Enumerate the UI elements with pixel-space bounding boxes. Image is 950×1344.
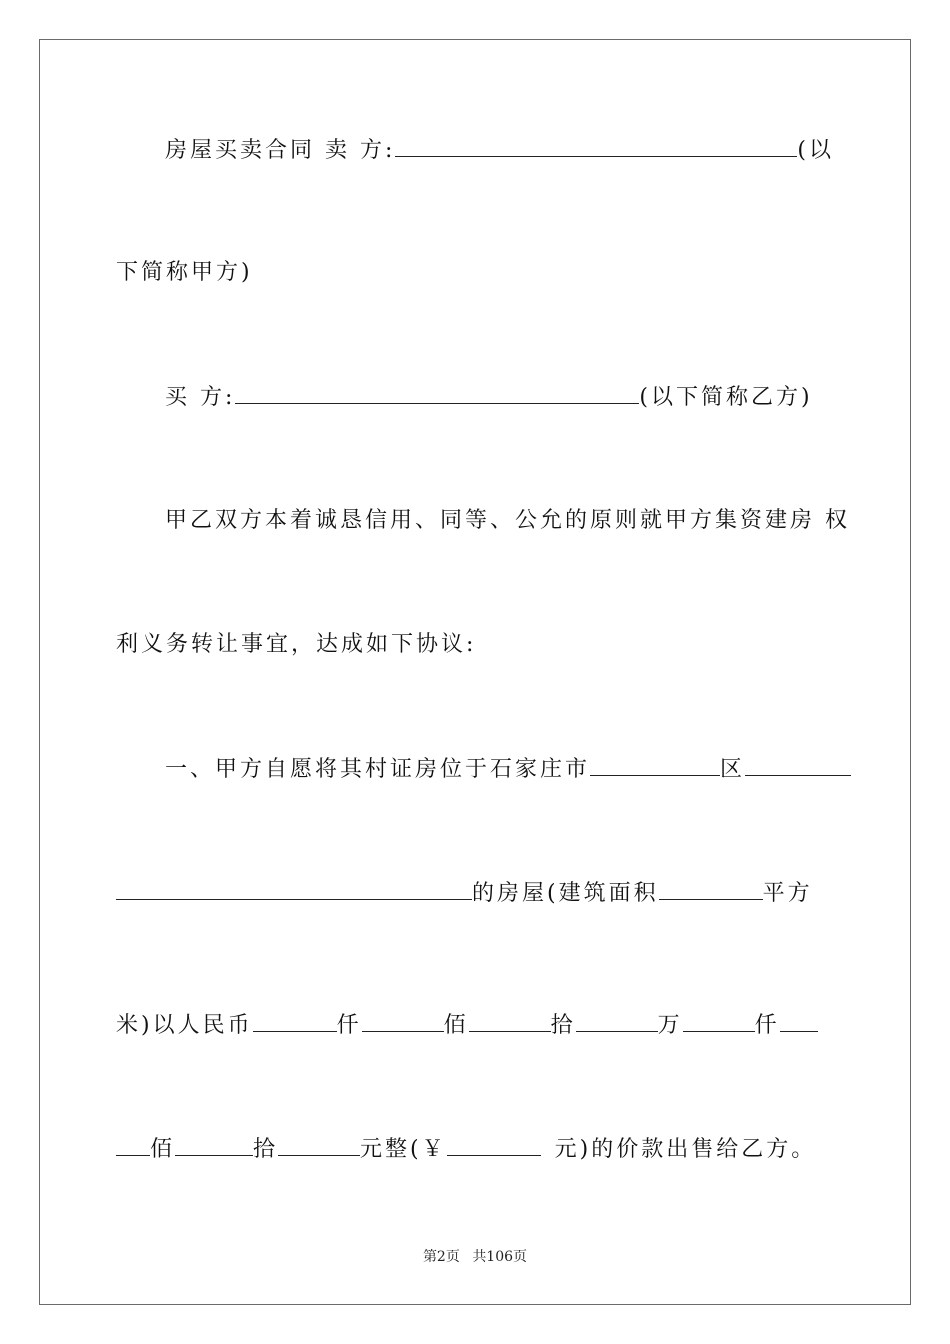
price-blank-2[interactable] [362, 1011, 444, 1032]
unit-bai-1: 佰 [443, 1013, 469, 1038]
district-blank[interactable] [745, 755, 851, 776]
price-blank-1[interactable] [253, 1011, 337, 1032]
page-border [39, 39, 911, 1305]
seller-line [165, 136, 834, 165]
city-blank[interactable] [590, 755, 720, 776]
district-label: 区 [720, 757, 746, 782]
page-total: 共106页 [472, 1249, 528, 1265]
clause1-location-text: 一、甲方自愿将其村证房位于石家庄市 [165, 757, 591, 782]
clause1-line-2 [116, 879, 813, 908]
buyer-line [165, 383, 813, 412]
unit-qian-1: 仟 [336, 1013, 362, 1038]
amount-blank[interactable] [447, 1135, 541, 1156]
unit-shi-2: 拾 [253, 1137, 279, 1162]
unit-qian-2: 仟 [754, 1013, 780, 1038]
price-blank-5[interactable] [683, 1011, 755, 1032]
seller-name-blank[interactable] [395, 136, 797, 157]
area-unit: 平方 [762, 881, 813, 906]
price-blank-9[interactable] [278, 1135, 360, 1156]
page-number: 第2页 [422, 1249, 460, 1265]
seller-label: 房屋买卖合同 卖 方: [165, 138, 396, 163]
buyer-label: 买 方: [165, 385, 236, 410]
price-label: 米)以人民币 [116, 1013, 253, 1038]
price-blank-4[interactable] [576, 1011, 658, 1032]
buyer-name-blank[interactable] [235, 383, 639, 404]
price-blank-3[interactable] [469, 1011, 551, 1032]
seller-alias: 下简称甲方) [116, 260, 253, 285]
buyer-alias: (以下简称乙方) [639, 385, 813, 410]
price-blank-6[interactable] [780, 1011, 818, 1032]
area-label: 的房屋(建筑面积 [472, 881, 659, 906]
clause1-line-4 [116, 1135, 816, 1164]
seller-alias-line [116, 259, 253, 287]
clause1-line-1 [165, 755, 851, 784]
clause1-line-3 [116, 1011, 818, 1040]
sale-text: 元)的价款出售给乙方。 [554, 1137, 817, 1162]
preamble-line-1 [165, 507, 850, 535]
unit-bai-2: 佰 [150, 1137, 176, 1162]
price-blank-8[interactable] [175, 1135, 253, 1156]
unit-shi-1: 拾 [550, 1013, 576, 1038]
preamble-text-1: 甲乙双方本着诚恳信用、同等、公允的原则就甲方集资建房 权 [165, 508, 850, 533]
seller-suffix: (以 [797, 138, 834, 163]
amount-label: 元整(￥ [360, 1137, 447, 1162]
price-blank-7[interactable] [116, 1135, 150, 1156]
area-blank[interactable] [659, 879, 763, 900]
preamble-text-2: 利义务转让事宜，达成如下协议: [116, 632, 477, 657]
unit-wan: 万 [657, 1013, 683, 1038]
page-footer [0, 1248, 950, 1266]
address-blank[interactable] [116, 879, 472, 900]
preamble-line-2 [116, 631, 476, 659]
